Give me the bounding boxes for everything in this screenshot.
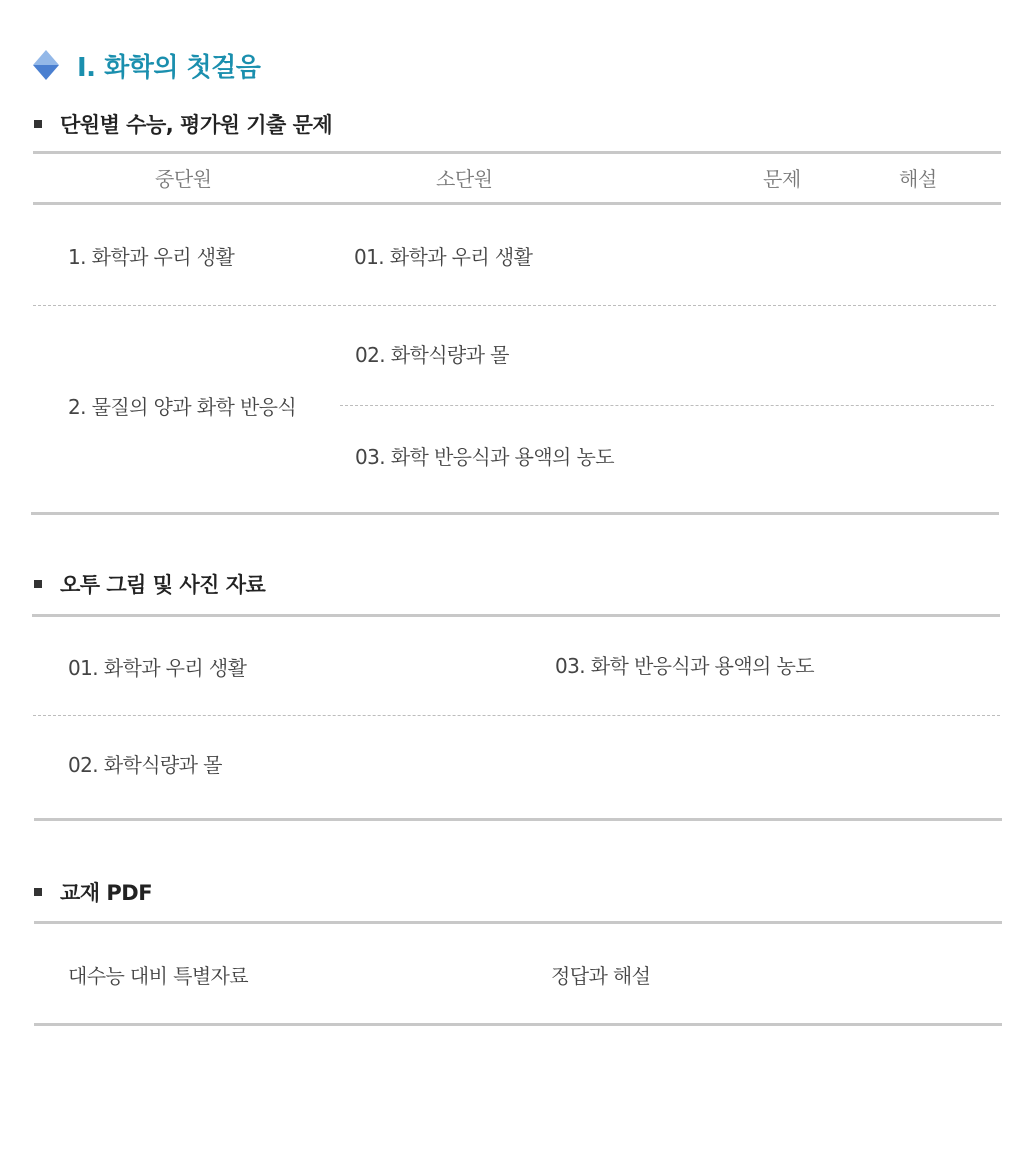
list-top-border: [34, 921, 1002, 924]
pdf-link[interactable]: 대수능 대비 특별자료: [68, 964, 248, 988]
page-title-text: Ⅰ. 화학의 첫걸음: [77, 52, 261, 83]
image-resource-link[interactable]: 02. 화학식량과 몰: [68, 753, 222, 777]
column-header-mid-unit: 중단원: [155, 167, 212, 191]
diamond-icon: [33, 50, 59, 80]
section-heading-images: [34, 570, 265, 598]
section-heading-pdf: [34, 878, 152, 906]
table-bottom-border: [31, 512, 999, 515]
row-divider: [33, 305, 996, 306]
sub-unit-link[interactable]: 03. 화학 반응식과 용액의 농도: [355, 445, 614, 469]
section-heading-text: 오투 그림 및 사진 자료: [60, 573, 266, 597]
image-resource-link[interactable]: 03. 화학 반응식과 용액의 농도: [555, 654, 814, 678]
list-top-border: [32, 614, 1000, 617]
section-heading-text: 교재 PDF: [60, 881, 153, 905]
pdf-link[interactable]: 정답과 해설: [551, 964, 651, 988]
row-divider: [340, 405, 994, 406]
column-header-problem: 문제: [763, 167, 801, 191]
bullet-square-icon: [34, 888, 42, 896]
bullet-square-icon: [34, 120, 42, 128]
table-top-border: [33, 151, 1001, 154]
table-header-border: [33, 202, 1001, 205]
section-heading-text: 단원별 수능, 평가원 기출 문제: [60, 113, 333, 137]
table-row-mid-unit: 1. 화학과 우리 생활: [68, 245, 235, 269]
page-title: [33, 48, 260, 82]
list-bottom-border: [34, 1023, 1002, 1026]
image-resource-link[interactable]: 01. 화학과 우리 생활: [68, 656, 247, 680]
column-header-sub-unit: 소단원: [436, 167, 493, 191]
bullet-square-icon: [34, 580, 42, 588]
row-divider: [33, 715, 1000, 716]
list-bottom-border: [34, 818, 1002, 821]
sub-unit-link[interactable]: 01. 화학과 우리 생활: [354, 245, 533, 269]
table-row-mid-unit: 2. 물질의 양과 화학 반응식: [68, 395, 297, 419]
sub-unit-link[interactable]: 02. 화학식량과 몰: [355, 343, 509, 367]
section-heading-exam: [34, 110, 332, 138]
column-header-solution: 해설: [899, 167, 937, 191]
